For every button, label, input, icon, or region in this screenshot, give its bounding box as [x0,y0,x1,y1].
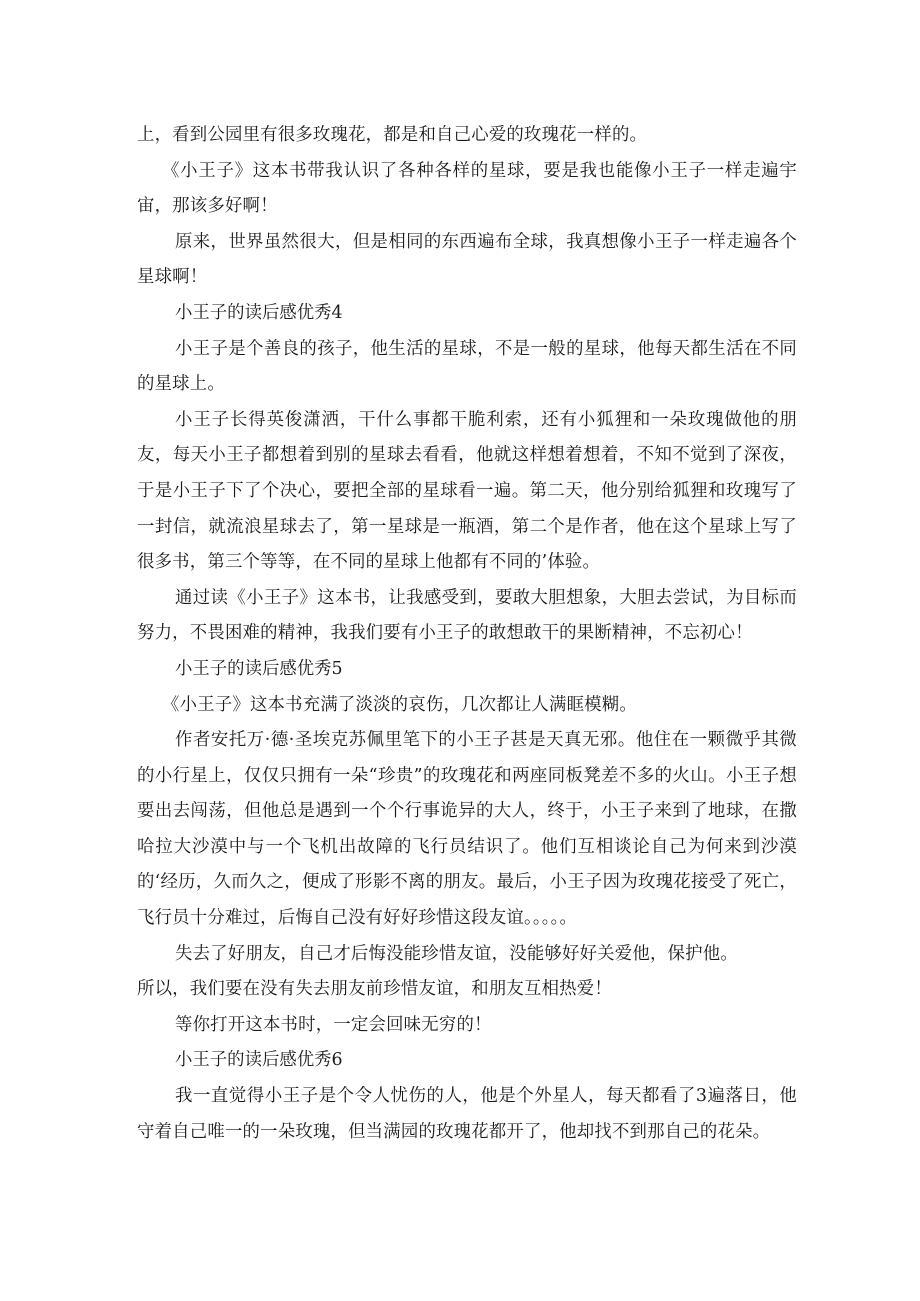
paragraph: 所以，我们要在没有失去朋友前珍惜友谊，和朋友互相热爱！ [137,979,612,1000]
document-body [137,118,797,1150]
paragraph: 原来，世界虽然很大，但是相同的东西遍布全球，我真想像小王子一样走遍各个星球啊！ [137,231,797,288]
paragraph: 我一直觉得小王子是个令人忧伤的人，他是个外星人，每天都看了3遍落日，他守着自己唯一的一朵玫瑰，但当满园的玫瑰花都开了，他却找不到那自己的花朵。 [137,1086,797,1142]
paragraph: 作者安托万·德·圣埃克苏佩里笔下的小王子甚是天真无邪。他住在一颗微乎其微的小行星上，仅仅只拥有一朵“珍贵”的玫瑰花和两座同板凳差不多的火山。小王子想要出去闯荡，但他总是遇到一个个行事诡异的大人，终于，小王子来到了地球，在撒哈拉大沙漠中与一个飞机出故障的飞行员结识了。他们互相谈论自己为何来到沙漠的‘经历，久而久之，便成了形影不离的朋友。最后，小王子因为玫瑰花接受了死亡，飞行员十分难过，后悔自己没有好好珍惜这段友谊。。。。。 [137,730,797,929]
paragraph: 等你打开这本书时，一定会回味无穷的！ [175,1014,492,1035]
paragraph: 小王子是个善良的孩子，他生活的星球，不是一般的星球，他每天都生活在不同的星球上。 [137,338,797,395]
paragraph: 《小王子》这本书带我认识了各种各样的星球，要是我也能像小王子一样走遍宇宙，那该多好啊！ [137,160,797,217]
section-heading: 小王子的读后感优秀5 [175,658,343,679]
paragraph-continuation: 上，看到公园里有很多玫瑰花，都是和自己心爱的玫瑰花一样的。 [137,125,648,145]
paragraph: 通过读《小王子》这本书，让我感受到，要敢大胆想象，大胆去尝试，为目标而努力，不畏困难的精神，我我们要有小王子的敢想敢干的果断精神，不忘初心！ [137,587,797,644]
section-heading: 小王子的读后感优秀4 [175,302,343,323]
paragraph: 小王子长得英俊潇洒，干什么事都干脆利索，还有小狐狸和一朵玫瑰做他的朋友，每天小王子都想着到别的星球去看看，他就这样想着想着，不知不觉到了深夜，于是小王子下了个决心，要把全部的星球看一遍。第二天，他分别给狐狸和玫瑰写了一封信，就流浪星球去了，第一星球是一瓶酒，第二个是作者，他在这个星球上写了很多书，第三个等等，在不同的星球上他都有不同的’体验。 [137,409,797,573]
section-heading: 小王子的读后感优秀6 [175,1050,343,1071]
paragraph: 《小王子》这本书充满了淡淡的哀伤，几次都让人满眶模糊。 [162,694,637,715]
paragraph: 失去了好朋友，自己才后悔没能珍惜友谊，没能够好好关爱他，保护他。 [175,943,738,964]
